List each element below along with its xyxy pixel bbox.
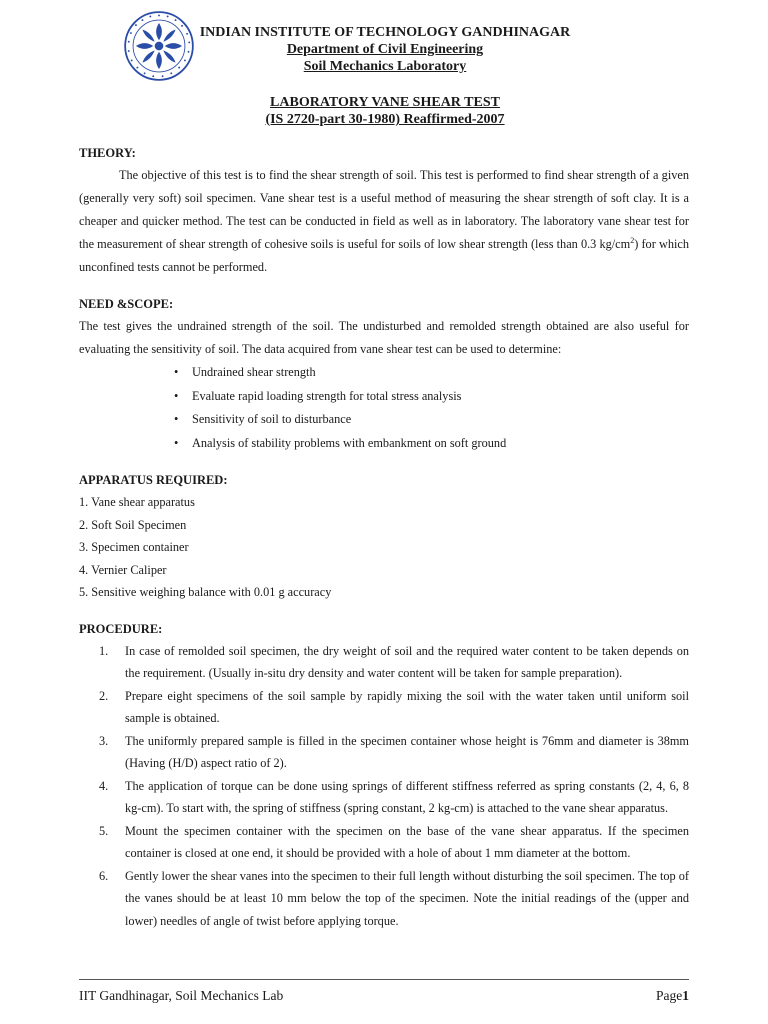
procedure-step: 2. Prepare eight specimens of the soil sample by rapidly mixing the soil with the water taken until uniform soil sample is obtained. bbox=[99, 688, 689, 725]
theory-heading: THEORY: bbox=[79, 146, 136, 160]
list-item: • Analysis of stability problems with embankment on soft ground bbox=[79, 432, 689, 456]
theory-text: The objective of this test is to find the shear strength of soil. This test is performed to find shear strength of a given (generally very soft) soil specimen. Vane shear test is a useful method of measuring the shear strength of soft clay. It is a cheaper and quicker method. The test can be conducted in field as well as in laboratory. The laboratory vane shear test for the measurement of shear strength of cohesive soils is useful for soils of low shear strength (less than 0.3 kg/cm bbox=[79, 168, 689, 251]
department-name: Department of Civil Engineering bbox=[286, 42, 484, 57]
list-item: 1. Vane shear apparatus bbox=[79, 495, 195, 509]
list-item: 5. Sensitive weighing balance with 0.01 g accuracy bbox=[79, 585, 332, 599]
institute-name: INDIAN INSTITUTE OF TECHNOLOGY GANDHINAGAR bbox=[199, 25, 571, 40]
list-item: • Sensitivity of soil to disturbance bbox=[79, 408, 689, 432]
need-scope-heading: NEED &SCOPE: bbox=[79, 297, 174, 311]
superscript: 2 bbox=[630, 235, 635, 245]
procedure-heading: PROCEDURE: bbox=[79, 621, 163, 636]
procedure-step: 4. The application of torque can be done using springs of different stiffness referred as spring constants (2, 4, 6, 8 kg-cm). To start with, the spring of stiffness (spring constant, 2 kg-cm) is attached to the vane shear apparatus. bbox=[99, 778, 689, 815]
bullet-icon: • bbox=[174, 412, 179, 426]
title-line-1: LABORATORY VANE SHEAR TEST bbox=[270, 95, 500, 110]
theory-text-end: ) for which unconfined tests cannot be performed. bbox=[79, 237, 689, 274]
bullet-icon: • bbox=[174, 435, 179, 450]
document-body bbox=[79, 142, 689, 932]
need-scope-paragraph: The test gives the undrained strength of the soil. The undisturbed and remolded strength obtained are also useful for evaluating the sensitivity of soil. The data acquired from vane shear test can be used to determine: bbox=[79, 319, 689, 356]
procedure-step: 3. The uniformly prepared sample is filled in the specimen container whose height is 76mm and diameter is 38mm (Having (H/D) aspect ratio of 2). bbox=[99, 733, 689, 770]
theory-paragraph bbox=[79, 164, 689, 279]
procedure-step: 6. Gently lower the shear vanes into the specimen to their full length without disturbing the soil specimen. The top of the vanes should be at least 10 mm below the top of the specimen. Note the initial readings of the (upper and lower) needles of angle of twist before applying torque. bbox=[99, 868, 689, 928]
procedure-step: 5. Mount the specimen container with the specimen on the base of the vane shear apparatus. If the specimen container is closed at one end, it should be provided with a hole of about 1 mm diameter at the bottom. bbox=[99, 823, 689, 860]
footer-lab-name: IIT Gandhinagar, Soil Mechanics Lab bbox=[79, 988, 284, 1003]
page-number: Page1 bbox=[656, 988, 689, 1003]
title-line-2: (IS 2720-part 30-1980) Reaffirmed-2007 bbox=[265, 112, 505, 127]
document-header bbox=[160, 24, 610, 75]
list-item: 2. Soft Soil Specimen bbox=[79, 517, 187, 532]
procedure-step: 1. In case of remolded soil specimen, the dry weight of soil and the required water content to be taken depends on the requirement. (Usually in-situ dry density and water content will be taken for sample preparation). bbox=[99, 643, 689, 680]
bullet-icon: • bbox=[174, 365, 179, 379]
list-item: 4. Vernier Caliper bbox=[79, 562, 167, 577]
apparatus-list bbox=[79, 491, 689, 604]
list-item: • Undrained shear strength bbox=[79, 361, 689, 385]
apparatus-heading: APPARATUS REQUIRED: bbox=[79, 473, 228, 487]
need-scope-list bbox=[79, 361, 689, 455]
bullet-icon: • bbox=[174, 388, 179, 403]
page-footer bbox=[79, 979, 689, 1003]
list-item: 3. Specimen container bbox=[79, 540, 189, 554]
document-title bbox=[160, 94, 610, 128]
procedure-list bbox=[79, 640, 689, 933]
lab-name: Soil Mechanics Laboratory bbox=[303, 59, 467, 74]
list-item: • Evaluate rapid loading strength for total stress analysis bbox=[79, 385, 689, 409]
